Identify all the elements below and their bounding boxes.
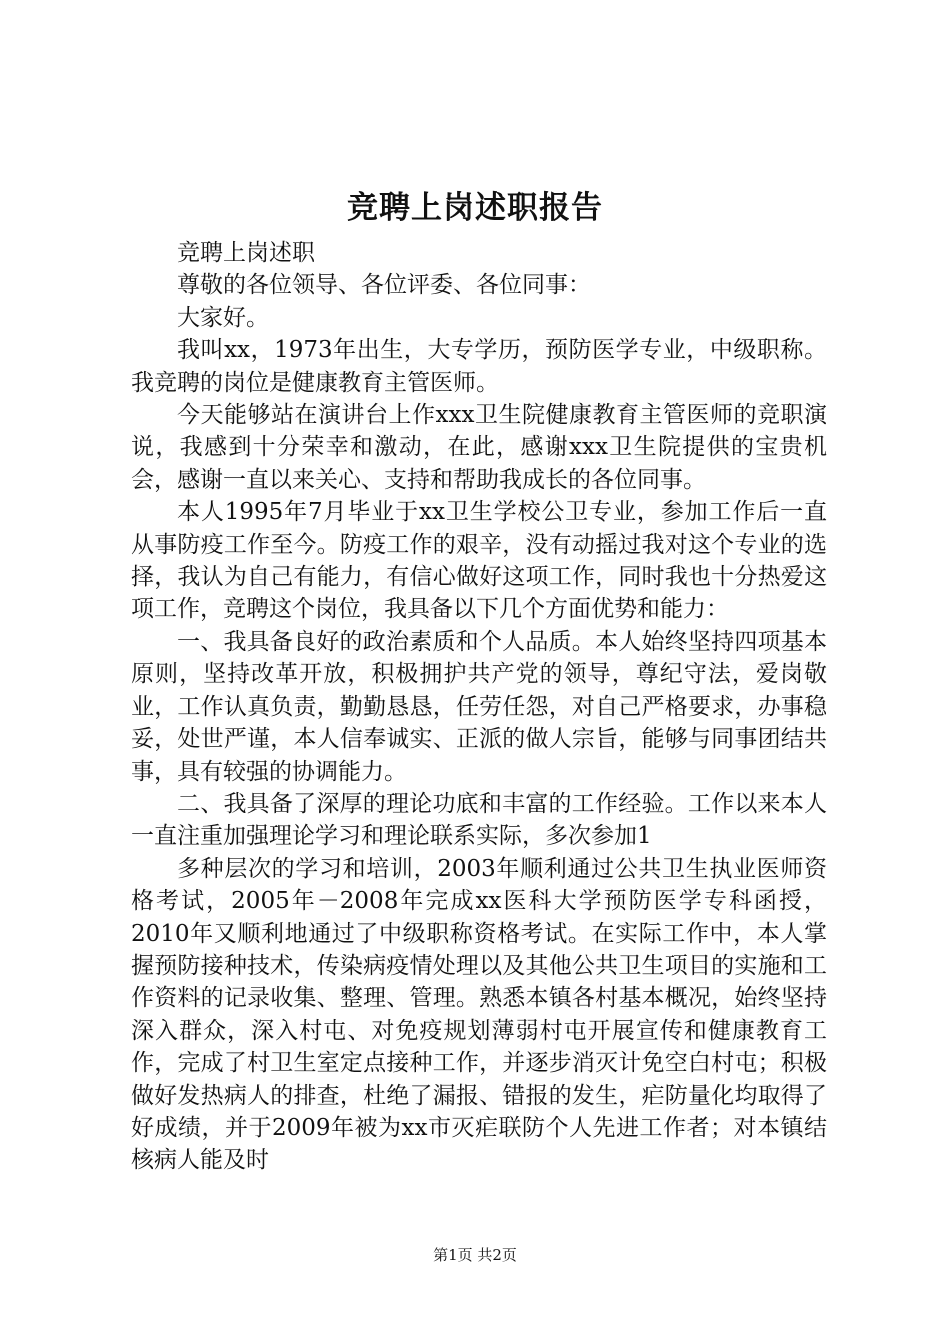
paragraph-greeting: 大家好。 <box>177 304 269 331</box>
paragraph-heading-line: 竞聘上岗述职 <box>177 240 315 266</box>
paragraph-background: 本人1995年7月毕业于xx卫生学校公卫专业，参加工作后一直从事防疫工作至今。防疫工作的艰辛，没有动摇过我对这个专业的选择，我认为自己有能力，有信心做好这项工作，同时我也十分热爱这项工作，竞聘这个岗位，我具备以下几个方面优势和能力： <box>131 499 827 623</box>
paragraph-point-two: 二、我具备了深厚的理论功底和丰富的工作经验。工作以来本人一直注重加强理论学习和理论联系实际，多次参加1 <box>131 790 827 850</box>
paragraph-point-one: 一、我具备良好的政治素质和个人品质。本人始终坚持四项基本原则，坚持改革开放，积极拥护共产党的领导，尊纪守法，爱岗敬业，工作认真负责，勤勤恳恳，任劳任怨，对自己严格要求，办事稳妥，处世严谨，本人信奉诚实、正派的做人宗旨，能够与同事团结共事，具有较强的协调能力。 <box>131 628 827 785</box>
page-footer: 第1页 共2页 <box>433 1246 517 1264</box>
paragraph-training: 多种层次的学习和培训，2003年顺利通过公共卫生执业医师资格考试，2005年－2008年完成xx医科大学预防医学专科函授，2010年又顺利地通过了中级职称资格考试。在实际工作中，本人掌握预防接种技术，传染病疫情处理以及其他公共卫生项目的实施和工作资料的记录收集、整理、管理。熟悉本镇各村基本概况，始终坚持深入群众，深入村屯、对免疫规划薄弱村屯开展宣传和健康教育工作，完成了村卫生室定点接种工作，并逐步消灭计免空白村屯；积极做好发热病人的排查，杜绝了漏报、错报的发生，疟防量化均取得了好成绩，并于2009年被为xx市灭疟联防个人先进工作者；对本镇结核病人能及时 <box>131 855 827 1174</box>
paragraph-thanks: 今天能够站在演讲台上作xxx卫生院健康教育主管医师的竞职演说，我感到十分荣幸和激动，在此，感谢xxx卫生院提供的宝贵机会，感谢一直以来关心、支持和帮助我成长的各位同事。 <box>131 402 827 493</box>
document-body <box>131 237 827 1177</box>
paragraph-salutation: 尊敬的各位领导、各位评委、各位同事： <box>177 272 591 299</box>
document-title: 竞聘上岗述职报告 <box>347 190 603 226</box>
paragraph-self-intro: 我叫xx，1973年出生，大专学历，预防医学专业，中级职称。我竞聘的岗位是健康教育主管医师。 <box>131 337 827 396</box>
